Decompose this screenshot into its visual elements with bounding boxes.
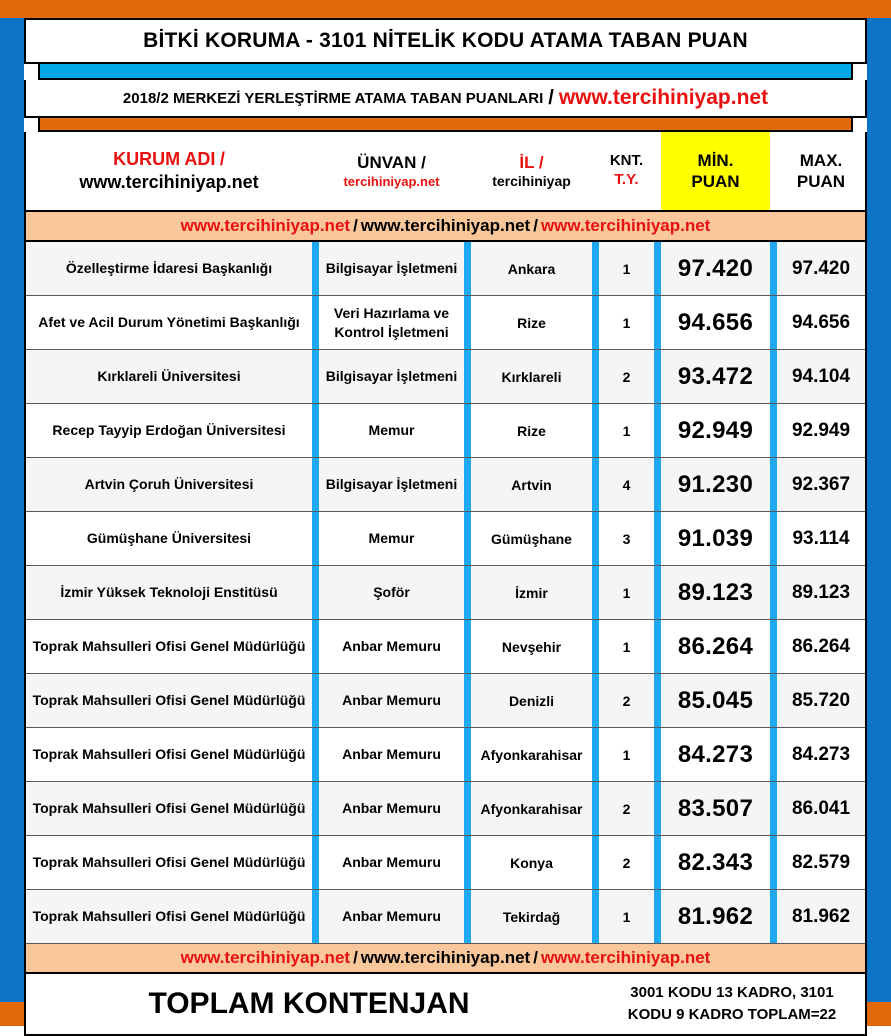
cell-max-puan: 94.104 [777,350,865,404]
cell-unvan: Anbar Memuru [319,620,464,674]
header-max-line2: PUAN [796,172,846,191]
column-separator [312,782,319,836]
column-separator [312,890,319,944]
cell-min-puan: 81.962 [661,890,770,944]
header-kurum-line1: KURUM ADI [113,149,216,170]
cell-kurum: Toprak Mahsulleri Ofisi Genel Müdürlüğü [26,836,312,890]
cell-kurum: Recep Tayyip Erdoğan Üniversitesi [26,404,312,458]
scores-table [26,132,865,1034]
cell-unvan: Anbar Memuru [319,674,464,728]
header-unvan-line1: ÜNVAN [357,153,417,173]
cell-knt: 4 [599,458,654,512]
banner-cell-top [26,211,865,241]
cell-il: Konya [471,836,592,890]
cell-il: Afyonkarahisar [471,782,592,836]
total-quota-label: TOPLAM KONTENJAN [148,987,470,1020]
column-separator [770,566,777,620]
cell-min-puan: 92.949 [661,404,770,458]
column-separator [312,512,319,566]
header-cell-il [471,132,592,211]
column-separator [654,132,661,211]
cell-unvan: Anbar Memuru [319,782,464,836]
cell-knt: 1 [599,296,654,350]
cell-max-puan: 94.656 [777,296,865,350]
column-separator [654,512,661,566]
page-title: BİTKİ KORUMA - 3101 NİTELİK KODU ATAMA TABAN PUAN [143,29,748,52]
column-separator [592,973,599,1034]
cell-max-puan: 86.264 [777,620,865,674]
column-separator [464,512,471,566]
column-separator [770,674,777,728]
column-separator [312,458,319,512]
table-row [26,512,865,566]
cell-min-puan: 94.656 [661,296,770,350]
column-separator [592,620,599,674]
column-separator [464,566,471,620]
table-row [26,728,865,782]
column-separator [654,458,661,512]
header-max-line1: MAX. [799,150,843,170]
table-row [26,241,865,296]
column-separator [464,890,471,944]
table-row [26,350,865,404]
column-separator [312,674,319,728]
column-separator [770,241,777,296]
cell-knt: 1 [599,620,654,674]
column-separator [592,132,599,211]
table-row [26,836,865,890]
header-kurum-slash: / [219,149,225,170]
table-row [26,296,865,350]
cell-il: Afyonkarahisar [471,728,592,782]
table-row [26,890,865,944]
table-row [26,404,865,458]
footer-note-cell [599,973,865,1034]
column-separator [464,404,471,458]
column-separator [654,836,661,890]
cell-il: Nevşehir [471,620,592,674]
column-separator [592,350,599,404]
column-separator [770,404,777,458]
content-area [24,18,867,1023]
table-row [26,674,865,728]
subtitle-separator: / [548,86,554,109]
cell-knt: 2 [599,782,654,836]
cell-max-puan: 92.949 [777,404,865,458]
column-separator [464,132,471,211]
cell-knt: 2 [599,836,654,890]
cell-kurum: Toprak Mahsulleri Ofisi Genel Müdürlüğü [26,890,312,944]
cell-min-puan: 83.507 [661,782,770,836]
cell-unvan: Memur [319,404,464,458]
cell-knt: 2 [599,350,654,404]
cell-max-puan: 82.579 [777,836,865,890]
cell-knt: 3 [599,512,654,566]
banner-sep2: / [533,948,538,967]
banner-row-top [26,211,865,241]
left-blue-rail [0,18,24,1002]
banner-row-bottom [26,944,865,974]
cell-kurum: Artvin Çoruh Üniversitesi [26,458,312,512]
total-quota-note-line1: 3001 KODU 13 KADRO, 3101 [630,983,834,1001]
header-knt-line2: T.Y. [614,171,639,188]
banner-part1[interactable]: www.tercihiniyap.net [180,948,351,967]
header-knt-line1: KNT. [609,152,644,170]
cell-min-puan: 85.045 [661,674,770,728]
column-separator [592,296,599,350]
footer-row [26,973,865,1034]
table-row [26,782,865,836]
cell-knt: 1 [599,404,654,458]
banner-part1[interactable]: www.tercihiniyap.net [180,216,351,235]
header-il-line1: İL [519,152,535,172]
cell-min-puan: 91.039 [661,512,770,566]
column-separator [654,350,661,404]
column-separator [464,296,471,350]
cell-knt: 1 [599,566,654,620]
column-separator [770,458,777,512]
cell-unvan: Anbar Memuru [319,728,464,782]
cell-il: Tekirdağ [471,890,592,944]
cell-unvan: Anbar Memuru [319,890,464,944]
orange-divider-strip [38,118,853,132]
cell-knt: 2 [599,674,654,728]
cell-unvan: Bilgisayar İşletmeni [319,350,464,404]
header-kurum-line2: www.tercihiniyap.net [79,172,259,193]
banner-part3[interactable]: www.tercihiniyap.net [540,948,711,967]
column-separator [464,728,471,782]
table-row [26,458,865,512]
cell-kurum: Gümüşhane Üniversitesi [26,512,312,566]
cell-unvan: Anbar Memuru [319,836,464,890]
cell-il: Ankara [471,241,592,296]
column-separator [464,620,471,674]
cell-min-puan: 89.123 [661,566,770,620]
column-separator [654,566,661,620]
cell-knt: 1 [599,241,654,296]
data-table-wrapper [24,132,867,1036]
column-separator [592,674,599,728]
total-quota-note-line2: KODU 9 KADRO TOPLAM=22 [627,1006,837,1023]
cell-il: Artvin [471,458,592,512]
cell-min-puan: 84.273 [661,728,770,782]
column-separator [312,404,319,458]
subtitle-text: 2018/2 MERKEZİ YERLEŞTİRME ATAMA TABAN PUANLARI [122,89,544,107]
header-min-line1: MİN. [697,150,734,170]
column-separator [654,404,661,458]
column-separator [770,296,777,350]
cell-unvan: Veri Hazırlama ve Kontrol İşletmeni [319,296,464,350]
column-separator [654,620,661,674]
header-cell-unvan [319,132,464,211]
cell-min-puan: 91.230 [661,458,770,512]
cell-max-puan: 93.114 [777,512,865,566]
cell-kurum: İzmir Yüksek Teknoloji Enstitüsü [26,566,312,620]
cell-kurum: Kırklareli Üniversitesi [26,350,312,404]
header-cell-kurum [26,132,312,211]
column-separator [770,620,777,674]
cell-max-puan: 84.273 [777,728,865,782]
title-box [24,18,867,64]
subtitle-site-link[interactable]: www.tercihiniyap.net [558,86,769,109]
column-separator [464,836,471,890]
table-body [26,241,865,944]
column-separator [592,836,599,890]
cyan-divider-bar [38,64,853,80]
banner-part3[interactable]: www.tercihiniyap.net [540,216,711,235]
table-header-row [26,132,865,211]
column-separator [312,620,319,674]
table-row [26,620,865,674]
cell-knt: 1 [599,890,654,944]
cell-kurum: Toprak Mahsulleri Ofisi Genel Müdürlüğü [26,674,312,728]
header-cell-knt [599,132,654,211]
cell-unvan: Memur [319,512,464,566]
column-separator [654,890,661,944]
cell-il: İzmir [471,566,592,620]
cell-max-puan: 89.123 [777,566,865,620]
right-blue-rail [867,18,891,1002]
column-separator [770,782,777,836]
column-separator [592,512,599,566]
column-separator [654,241,661,296]
header-unvan-line2: tercihiniyap.net [343,173,440,189]
subtitle-box [24,80,867,118]
cell-kurum: Özelleştirme İdaresi Başkanlığı [26,241,312,296]
column-separator [654,728,661,782]
header-cell-max-puan [777,132,865,211]
column-separator [770,132,777,211]
column-separator [312,566,319,620]
column-separator [770,512,777,566]
cell-il: Denizli [471,674,592,728]
cell-max-puan: 92.367 [777,458,865,512]
cell-il: Rize [471,404,592,458]
top-orange-band [0,0,891,18]
column-separator [592,566,599,620]
cell-min-puan: 97.420 [661,241,770,296]
banner-part2[interactable]: www.tercihiniyap.net [360,948,531,967]
cell-unvan: Şoför [319,566,464,620]
header-unvan-slash: / [421,153,426,173]
column-separator [464,458,471,512]
banner-sep1: / [353,948,358,967]
header-il-slash: / [538,152,544,172]
column-separator [654,782,661,836]
column-separator [654,296,661,350]
cell-kurum: Toprak Mahsulleri Ofisi Genel Müdürlüğü [26,620,312,674]
column-separator [592,728,599,782]
banner-sep2: / [533,216,538,235]
footer-label-cell [26,973,592,1034]
column-separator [770,350,777,404]
column-separator [770,728,777,782]
banner-sep1: / [353,216,358,235]
column-separator [592,458,599,512]
cell-il: Rize [471,296,592,350]
column-separator [592,782,599,836]
cell-knt: 1 [599,728,654,782]
column-separator [312,296,319,350]
banner-cell-bottom [26,944,865,974]
header-min-line2: PUAN [691,172,740,191]
cell-min-puan: 82.343 [661,836,770,890]
cell-kurum: Afet ve Acil Durum Yönetimi Başkanlığı [26,296,312,350]
cell-max-puan: 86.041 [777,782,865,836]
cell-unvan: Bilgisayar İşletmeni [319,241,464,296]
cell-max-puan: 85.720 [777,674,865,728]
cell-max-puan: 97.420 [777,241,865,296]
cell-kurum: Toprak Mahsulleri Ofisi Genel Müdürlüğü [26,728,312,782]
cell-max-puan: 81.962 [777,890,865,944]
column-separator [312,728,319,782]
column-separator [592,890,599,944]
column-separator [464,782,471,836]
column-separator [464,241,471,296]
cell-il: Gümüşhane [471,512,592,566]
column-separator [312,836,319,890]
column-separator [770,836,777,890]
banner-part2[interactable]: www.tercihiniyap.net [360,216,531,235]
column-separator [770,890,777,944]
column-separator [592,404,599,458]
column-separator [592,241,599,296]
column-separator [312,241,319,296]
header-cell-min-puan [661,132,770,211]
column-separator [312,350,319,404]
cell-il: Kırklareli [471,350,592,404]
header-il-line2: tercihiniyap [492,172,571,189]
cell-min-puan: 93.472 [661,350,770,404]
column-separator [464,674,471,728]
cell-kurum: Toprak Mahsulleri Ofisi Genel Müdürlüğü [26,782,312,836]
cell-min-puan: 86.264 [661,620,770,674]
column-separator [654,674,661,728]
column-separator [312,132,319,211]
table-row [26,566,865,620]
column-separator [464,350,471,404]
cell-unvan: Bilgisayar İşletmeni [319,458,464,512]
